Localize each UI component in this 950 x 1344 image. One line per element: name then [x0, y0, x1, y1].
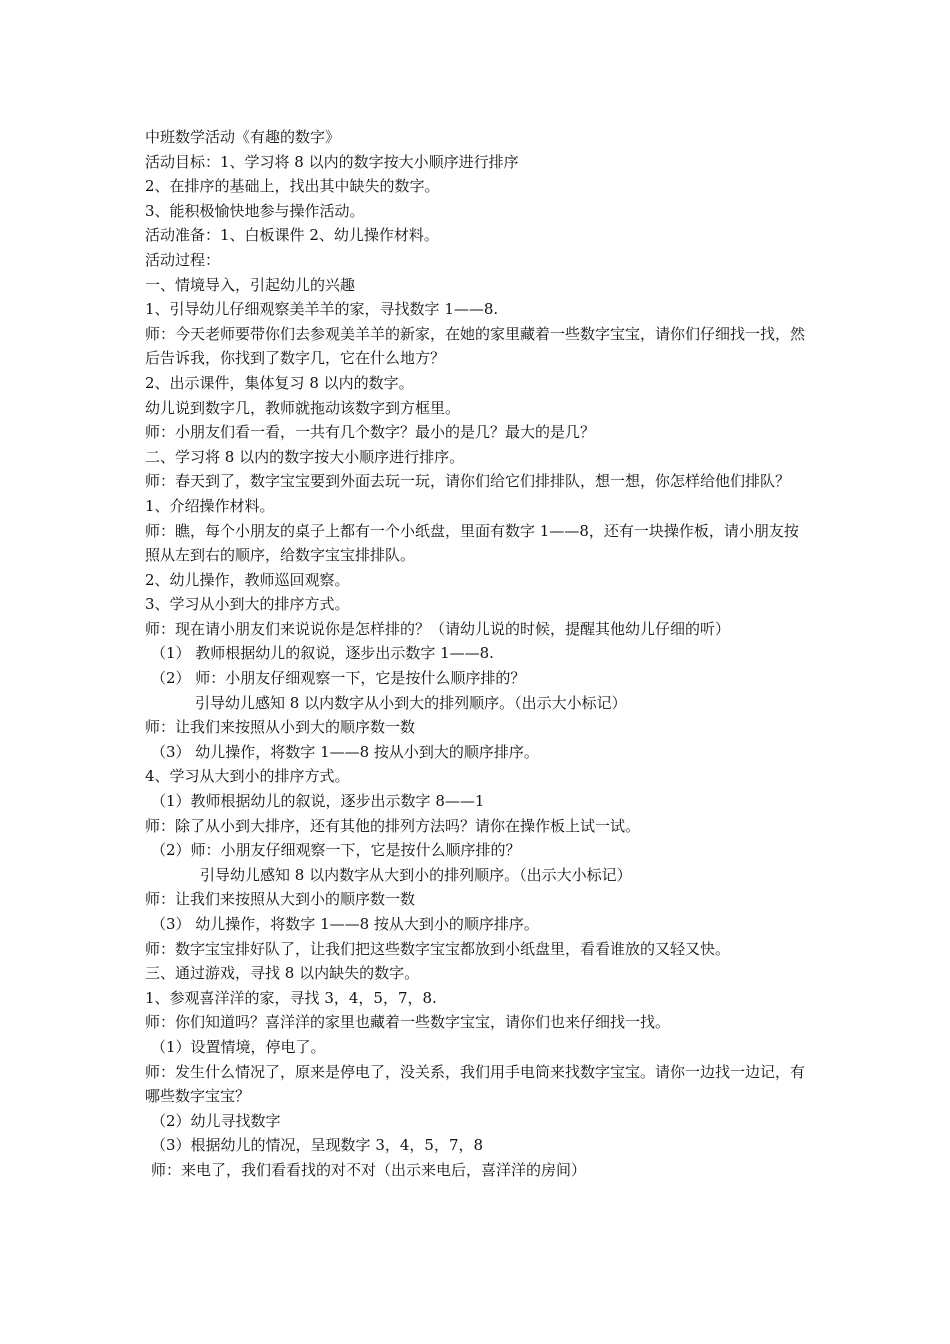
paragraph: 1、参观喜洋洋的家，寻找 3，4，5，7，8.	[145, 988, 437, 1007]
paragraph: 2、幼儿操作，教师巡回观察。	[145, 570, 350, 589]
section-heading: 三、通过游戏，寻找 8 以内缺失的数字。	[145, 964, 420, 983]
paragraph: 引导幼儿感知 8 以内数字从小到大的排列顺序。（出示大小标记）	[195, 693, 627, 712]
paragraph: 师：来电了，我们看看找的对不对（出示来电后，喜洋洋的房间）	[151, 1160, 587, 1179]
list-item: （2）幼儿寻找数字	[151, 1111, 281, 1130]
paragraph: 活动准备：1、白板课件 2、幼儿操作材料。	[145, 226, 439, 245]
section-heading: 一、情境导入，引起幼儿的兴趣	[145, 275, 356, 294]
paragraph: 师：发生什么情况了，原来是停电了，没关系，我们用手电筒来找数字宝宝。请你一边找一边记，有哪些数字宝宝？	[145, 1062, 806, 1106]
document-body	[145, 125, 810, 1183]
paragraph: 师：数字宝宝排好队了，让我们把这些数字宝宝都放到小纸盘里，看看谁放的又轻又快。	[145, 939, 731, 958]
paragraph: 3、能积极愉快地参与操作活动。	[145, 201, 365, 220]
paragraph: 师：春天到了，数字宝宝要到外面去玩一玩，请你们给它们排排队，想一想，你怎样给他们排队？	[145, 472, 791, 491]
document-title: 中班数学活动《有趣的数字》	[145, 128, 341, 146]
list-item: （1） 教师根据幼儿的叙说，逐步出示数字 1——8.	[151, 644, 494, 663]
paragraph: 师：小朋友们看一看，一共有几个数字？最小的是几？最大的是几？	[145, 423, 596, 442]
paragraph: 师：你们知道吗？喜洋洋的家里也藏着一些数字宝宝，请你们也来仔细找一找。	[145, 1013, 671, 1032]
paragraph: 师：今天老师要带你们去参观美羊羊的新家，在她的家里藏着一些数字宝宝，请你们仔细找一找，然后告诉我，你找到了数字几，它在什么地方？	[145, 324, 806, 368]
paragraph: 1、引导幼儿仔细观察美羊羊的家，寻找数字 1——8.	[145, 300, 499, 319]
paragraph: 引导幼儿感知 8 以内数字从大到小的排列顺序。（出示大小标记）	[200, 865, 632, 884]
paragraph: 师：瞧，每个小朋友的桌子上都有一个小纸盘，里面有数字 1——8，还有一块操作板，请小朋友按照从左到右的顺序，给数字宝宝排排队。	[145, 521, 799, 565]
list-item: （1）教师根据幼儿的叙说，逐步出示数字 8——1	[151, 792, 485, 811]
list-item: （3） 幼儿操作，将数字 1——8 按从大到小的顺序排序。	[151, 915, 539, 933]
paragraph: 师：现在请小朋友们来说说你是怎样排的？（请幼儿说的时候，提醒其他幼儿仔细的听）	[145, 619, 731, 638]
paragraph: 幼儿说到数字几，教师就拖动该数字到方框里。	[145, 398, 461, 417]
list-item: （1）设置情境，停电了。	[151, 1037, 326, 1056]
paragraph: 2、出示课件，集体复习 8 以内的数字。	[145, 373, 414, 392]
paragraph: 3、学习从小到大的排序方式。	[145, 595, 350, 614]
paragraph: 4、学习从大到小的排序方式。	[145, 767, 350, 786]
paragraph: 师：让我们来按照从大到小的顺序数一数	[145, 890, 416, 909]
section-heading: 二、学习将 8 以内的数字按大小顺序进行排序。	[145, 447, 465, 466]
list-item: （2）师：小朋友仔细观察一下，它是按什么顺序排的？	[151, 841, 521, 860]
paragraph: 师：让我们来按照从小到大的顺序数一数	[145, 718, 416, 737]
paragraph: 2、在排序的基础上，找出其中缺失的数字。	[145, 177, 440, 196]
paragraph: 活动过程：	[145, 250, 221, 269]
list-item: （3） 幼儿操作，将数字 1——8 按从小到大的顺序排序。	[151, 742, 539, 761]
paragraph: 1、介绍操作材料。	[145, 496, 275, 515]
paragraph: 师：除了从小到大排序，还有其他的排列方法吗？请你在操作板上试一试。	[145, 816, 641, 835]
list-item: （2） 师：小朋友仔细观察一下，它是按什么顺序排的？	[151, 669, 526, 688]
list-item: （3）根据幼儿的情况，呈现数字 3，4，5，7，8	[151, 1136, 484, 1155]
paragraph: 活动目标：1、学习将 8 以内的数字按大小顺序进行排序	[145, 152, 519, 171]
